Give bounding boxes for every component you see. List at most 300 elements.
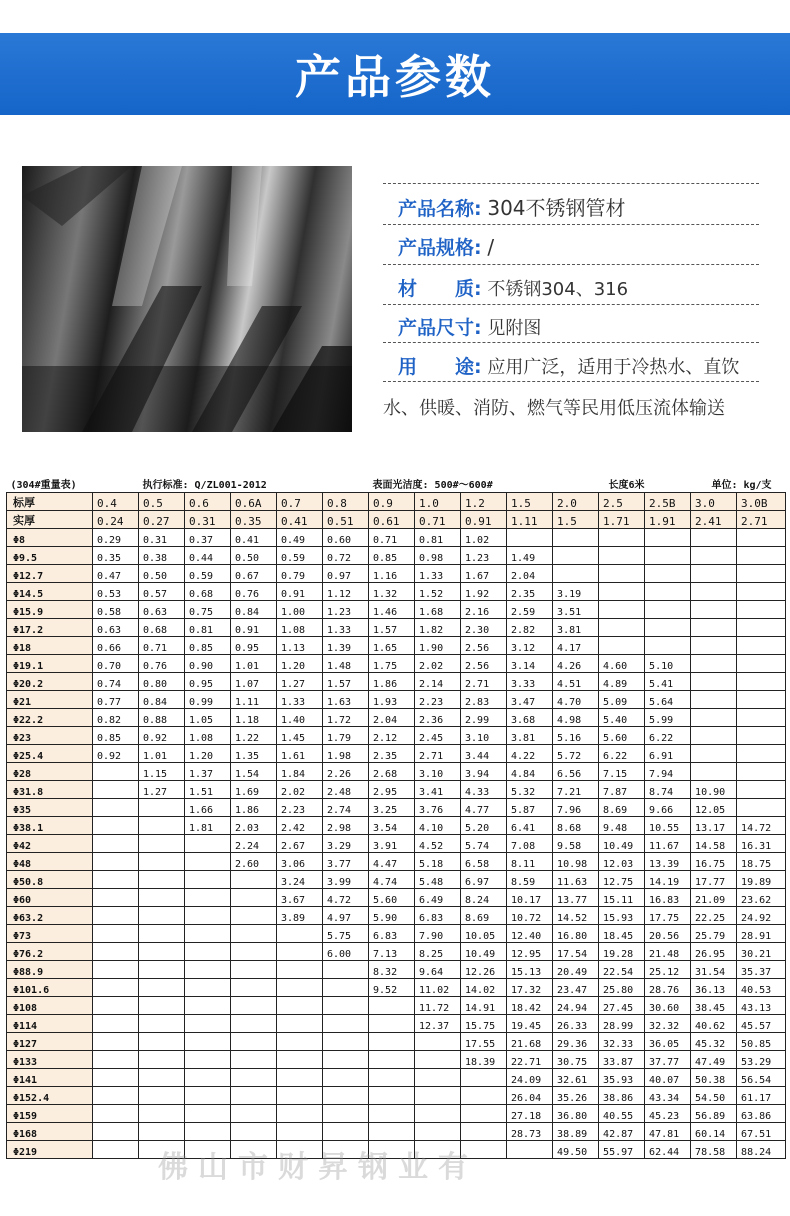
weight-cell	[691, 547, 737, 565]
weight-cell	[553, 565, 599, 583]
weight-cell: 0.63	[139, 601, 185, 619]
weight-cell	[231, 907, 277, 925]
weight-cell	[139, 1033, 185, 1051]
weight-cell: 24.92	[737, 907, 786, 925]
thickness-cell: 0.5	[139, 493, 185, 511]
weight-cell: 1.69	[231, 781, 277, 799]
weight-cell: 5.87	[507, 799, 553, 817]
weight-cell: 8.32	[369, 961, 415, 979]
weight-cell: 2.74	[323, 799, 369, 817]
table-row	[7, 781, 786, 799]
diameter-cell: Φ63.2	[7, 907, 93, 925]
weight-cell: 1.75	[369, 655, 415, 673]
weight-cell: 53.29	[737, 1051, 786, 1069]
weight-cell: 17.54	[553, 943, 599, 961]
weight-cell: 3.51	[553, 601, 599, 619]
weight-cell	[93, 799, 139, 817]
weight-cell	[231, 889, 277, 907]
spec-value: 见附图	[487, 318, 542, 339]
weight-cell	[231, 1069, 277, 1087]
weight-cell: 20.49	[553, 961, 599, 979]
weight-cell: 16.83	[645, 889, 691, 907]
weight-cell: 0.63	[93, 619, 139, 637]
actual-thickness-cell: 0.91	[461, 511, 507, 529]
weight-cell	[185, 1051, 231, 1069]
actual-thickness-row	[7, 511, 786, 529]
weight-cell: 47.81	[645, 1123, 691, 1141]
weight-cell: 0.77	[93, 691, 139, 709]
weight-cell: 1.33	[277, 691, 323, 709]
weight-cell	[645, 637, 691, 655]
weight-cell	[645, 601, 691, 619]
weight-cell	[645, 583, 691, 601]
weight-cell: 24.94	[553, 997, 599, 1015]
weight-cell: 3.81	[507, 727, 553, 745]
weight-cell: 2.35	[369, 745, 415, 763]
weight-cell: 12.75	[599, 871, 645, 889]
weight-cell: 23.62	[737, 889, 786, 907]
thickness-cell: 1.5	[507, 493, 553, 511]
weight-cell	[139, 1123, 185, 1141]
steel-pipes-illustration	[22, 166, 352, 432]
weight-cell: 12.03	[599, 853, 645, 871]
weight-cell: 4.72	[323, 889, 369, 907]
weight-cell: 2.03	[231, 817, 277, 835]
weight-cell: 10.98	[553, 853, 599, 871]
weight-cell: 0.59	[185, 565, 231, 583]
weight-cell	[231, 1015, 277, 1033]
weight-cell: 1.79	[323, 727, 369, 745]
weight-cell	[93, 1051, 139, 1069]
table-row	[7, 655, 786, 673]
weight-cell: 21.48	[645, 943, 691, 961]
weight-cell: 2.48	[323, 781, 369, 799]
weight-cell: 3.67	[277, 889, 323, 907]
weight-cell	[691, 673, 737, 691]
weight-cell: 0.71	[139, 637, 185, 655]
row-label: 标厚	[7, 493, 93, 511]
weight-cell: 2.71	[415, 745, 461, 763]
weight-cell: 6.91	[645, 745, 691, 763]
weight-cell: 27.18	[507, 1105, 553, 1123]
weight-cell	[599, 637, 645, 655]
weight-cell: 2.42	[277, 817, 323, 835]
diameter-cell: Φ17.2	[7, 619, 93, 637]
weight-cell: 3.12	[507, 637, 553, 655]
weight-cell: 6.58	[461, 853, 507, 871]
diameter-cell: Φ31.8	[7, 781, 93, 799]
weight-cell: 42.87	[599, 1123, 645, 1141]
weight-cell	[277, 943, 323, 961]
thickness-cell: 3.0	[691, 493, 737, 511]
weight-cell: 6.83	[369, 925, 415, 943]
weight-cell: 3.81	[553, 619, 599, 637]
weight-cell: 0.90	[185, 655, 231, 673]
weight-cell: 38.89	[553, 1123, 599, 1141]
weight-cell: 4.26	[553, 655, 599, 673]
weight-cell	[691, 691, 737, 709]
weight-cell: 1.86	[231, 799, 277, 817]
weight-cell: 5.64	[645, 691, 691, 709]
weight-cell: 23.47	[553, 979, 599, 997]
weight-cell: 0.74	[93, 673, 139, 691]
weight-cell: 2.24	[231, 835, 277, 853]
weight-cell: 3.33	[507, 673, 553, 691]
weight-cell: 43.34	[645, 1087, 691, 1105]
weight-cell: 0.76	[139, 655, 185, 673]
weight-cell: 28.91	[737, 925, 786, 943]
weight-cell: 4.84	[507, 763, 553, 781]
weight-cell: 28.73	[507, 1123, 553, 1141]
weight-cell	[691, 763, 737, 781]
weight-cell	[277, 1123, 323, 1141]
weight-cell: 18.39	[461, 1051, 507, 1069]
table-row	[7, 583, 786, 601]
weight-cell: 0.85	[369, 547, 415, 565]
weight-cell	[93, 889, 139, 907]
weight-cell	[139, 943, 185, 961]
weight-cell: 37.77	[645, 1051, 691, 1069]
weight-cell: 3.89	[277, 907, 323, 925]
weight-cell: 17.55	[461, 1033, 507, 1051]
weight-cell: 3.06	[277, 853, 323, 871]
weight-cell: 0.82	[93, 709, 139, 727]
weight-cell: 63.86	[737, 1105, 786, 1123]
weight-cell: 1.66	[185, 799, 231, 817]
weight-cell: 1.81	[185, 817, 231, 835]
weight-cell: 5.90	[369, 907, 415, 925]
diameter-cell: Φ141	[7, 1069, 93, 1087]
weight-cell	[231, 871, 277, 889]
weight-cell	[139, 1015, 185, 1033]
weight-cell: 0.95	[231, 637, 277, 655]
spec-value: /	[487, 235, 495, 259]
weight-cell: 1.98	[323, 745, 369, 763]
weight-cell: 8.11	[507, 853, 553, 871]
weight-cell	[369, 1087, 415, 1105]
actual-thickness-cell: 1.11	[507, 511, 553, 529]
spec-key: 产品尺寸:	[398, 317, 482, 339]
weight-cell	[369, 997, 415, 1015]
weight-cell: 3.91	[369, 835, 415, 853]
weight-cell	[93, 1033, 139, 1051]
weight-cell	[415, 1105, 461, 1123]
weight-cell	[737, 637, 786, 655]
weight-cell	[93, 1087, 139, 1105]
diameter-cell: Φ114	[7, 1015, 93, 1033]
weight-cell: 14.19	[645, 871, 691, 889]
weight-cell: 1.01	[139, 745, 185, 763]
weight-cell: 10.90	[691, 781, 737, 799]
weight-cell	[93, 1069, 139, 1087]
weight-cell: 1.52	[415, 583, 461, 601]
weight-cell: 1.48	[323, 655, 369, 673]
table-row	[7, 871, 786, 889]
table-row	[7, 925, 786, 943]
spec-material	[398, 274, 778, 301]
weight-cell: 3.44	[461, 745, 507, 763]
weight-cell: 2.26	[323, 763, 369, 781]
weight-cell	[599, 601, 645, 619]
weight-cell: 1.51	[185, 781, 231, 799]
weight-cell: 2.45	[415, 727, 461, 745]
weight-cell: 67.51	[737, 1123, 786, 1141]
weight-cell: 0.91	[277, 583, 323, 601]
thickness-cell: 0.9	[369, 493, 415, 511]
weight-cell: 3.68	[507, 709, 553, 727]
actual-thickness-cell: 2.71	[737, 511, 786, 529]
weight-cell	[139, 799, 185, 817]
weight-cell: 4.97	[323, 907, 369, 925]
thickness-cell: 0.7	[277, 493, 323, 511]
weight-cell	[139, 835, 185, 853]
weight-cell: 6.56	[553, 763, 599, 781]
weight-cell	[185, 1069, 231, 1087]
weight-cell: 3.99	[323, 871, 369, 889]
diameter-cell: Φ19.1	[7, 655, 93, 673]
weight-cell	[93, 871, 139, 889]
weight-cell: 0.85	[93, 727, 139, 745]
weight-cell: 1.27	[139, 781, 185, 799]
table-title: (304#重量表)	[10, 479, 77, 491]
weight-cell: 35.93	[599, 1069, 645, 1087]
diameter-cell: Φ18	[7, 637, 93, 655]
weight-cell: 12.26	[461, 961, 507, 979]
weight-cell	[323, 1051, 369, 1069]
weight-cell	[691, 601, 737, 619]
weight-cell: 1.22	[231, 727, 277, 745]
weight-cell: 7.94	[645, 763, 691, 781]
weight-cell	[93, 853, 139, 871]
weight-cell	[691, 637, 737, 655]
weight-cell: 0.37	[185, 529, 231, 547]
weight-cell	[139, 889, 185, 907]
diameter-cell: Φ168	[7, 1123, 93, 1141]
weight-cell	[93, 961, 139, 979]
weight-cell: 0.58	[93, 601, 139, 619]
weight-cell: 0.53	[93, 583, 139, 601]
weight-cell: 12.95	[507, 943, 553, 961]
diameter-cell: Φ42	[7, 835, 93, 853]
diameter-cell: Φ12.7	[7, 565, 93, 583]
weight-cell: 6.83	[415, 907, 461, 925]
weight-cell: 3.54	[369, 817, 415, 835]
table-row	[7, 889, 786, 907]
diameter-cell: Φ48	[7, 853, 93, 871]
weight-cell	[93, 907, 139, 925]
weight-cell	[93, 835, 139, 853]
weight-cell	[323, 1069, 369, 1087]
weight-cell: 28.76	[645, 979, 691, 997]
weight-cell: 0.92	[139, 727, 185, 745]
weight-cell: 2.04	[507, 565, 553, 583]
weight-cell	[277, 1033, 323, 1051]
weight-cell: 9.48	[599, 817, 645, 835]
weight-cell: 19.45	[507, 1015, 553, 1033]
table-row	[7, 997, 786, 1015]
weight-cell	[691, 655, 737, 673]
weight-cell	[93, 763, 139, 781]
weight-cell	[185, 943, 231, 961]
divider	[383, 183, 759, 184]
weight-cell: 0.67	[231, 565, 277, 583]
actual-thickness-cell: 0.35	[231, 511, 277, 529]
weight-cell: 36.80	[553, 1105, 599, 1123]
weight-cell: 4.47	[369, 853, 415, 871]
weight-cell: 0.49	[277, 529, 323, 547]
weight-cell	[139, 1051, 185, 1069]
weight-cell	[369, 1051, 415, 1069]
weight-cell	[231, 1087, 277, 1105]
weight-cell: 1.37	[185, 763, 231, 781]
weight-cell: 0.60	[323, 529, 369, 547]
weight-cell: 1.15	[139, 763, 185, 781]
row-label: 实厚	[7, 511, 93, 529]
weight-cell	[277, 997, 323, 1015]
weight-cell: 1.32	[369, 583, 415, 601]
weight-cell	[93, 925, 139, 943]
weight-cell: 2.23	[277, 799, 323, 817]
weight-cell	[507, 1141, 553, 1159]
weight-cell	[323, 961, 369, 979]
weight-cell: 40.62	[691, 1015, 737, 1033]
weight-cell: 0.76	[231, 583, 277, 601]
weight-cell: 0.57	[139, 583, 185, 601]
spec-model	[398, 233, 778, 260]
weight-cell	[461, 1087, 507, 1105]
weight-cell	[139, 907, 185, 925]
weight-cell: 0.95	[185, 673, 231, 691]
weight-cell: 2.98	[323, 817, 369, 835]
weight-cell	[415, 1087, 461, 1105]
diameter-cell: Φ23	[7, 727, 93, 745]
weight-cell	[277, 925, 323, 943]
divider	[383, 304, 759, 305]
weight-cell: 27.45	[599, 997, 645, 1015]
actual-thickness-cell: 0.24	[93, 511, 139, 529]
weight-cell: 7.15	[599, 763, 645, 781]
weight-cell: 5.20	[461, 817, 507, 835]
divider	[383, 264, 759, 265]
weight-cell: 29.36	[553, 1033, 599, 1051]
weight-cell	[415, 1033, 461, 1051]
weight-cell	[139, 997, 185, 1015]
table-row	[7, 637, 786, 655]
weight-cell: 1.00	[277, 601, 323, 619]
table-length: 长度6米	[608, 479, 645, 491]
weight-cell: 22.71	[507, 1051, 553, 1069]
weight-cell	[139, 1069, 185, 1087]
table-row	[7, 1015, 786, 1033]
weight-cell: 1.35	[231, 745, 277, 763]
weight-cell: 1.92	[461, 583, 507, 601]
weight-cell	[93, 1141, 139, 1159]
weight-cell: 1.23	[461, 547, 507, 565]
weight-cell: 7.96	[553, 799, 599, 817]
weight-cell: 40.07	[645, 1069, 691, 1087]
weight-cell: 1.01	[231, 655, 277, 673]
weight-cell: 60.14	[691, 1123, 737, 1141]
weight-cell: 0.85	[185, 637, 231, 655]
weight-cell: 16.80	[553, 925, 599, 943]
weight-cell: 1.67	[461, 565, 507, 583]
weight-cell	[737, 799, 786, 817]
table-standard: 执行标准: Q/ZL001-2012	[142, 479, 267, 491]
weight-cell: 54.50	[691, 1087, 737, 1105]
weight-cell	[231, 943, 277, 961]
diameter-cell: Φ88.9	[7, 961, 93, 979]
weight-cell: 3.14	[507, 655, 553, 673]
weight-cell: 32.32	[645, 1015, 691, 1033]
spec-key: 产品规格:	[398, 237, 482, 259]
weight-cell	[645, 619, 691, 637]
weight-cell	[185, 871, 231, 889]
weight-cell: 4.17	[553, 637, 599, 655]
weight-cell: 40.53	[737, 979, 786, 997]
weight-cell: 31.54	[691, 961, 737, 979]
weight-cell: 0.97	[323, 565, 369, 583]
weight-cell: 2.02	[277, 781, 323, 799]
weight-cell	[93, 781, 139, 799]
weight-cell: 24.09	[507, 1069, 553, 1087]
weight-cell: 40.55	[599, 1105, 645, 1123]
weight-cell	[323, 1015, 369, 1033]
weight-cell: 0.81	[185, 619, 231, 637]
weight-cell: 30.21	[737, 943, 786, 961]
thickness-cell: 2.5B	[645, 493, 691, 511]
weight-cell	[185, 925, 231, 943]
weight-cell: 45.32	[691, 1033, 737, 1051]
weight-cell	[277, 1069, 323, 1087]
weight-cell: 4.77	[461, 799, 507, 817]
weight-cell	[645, 565, 691, 583]
weight-cell	[93, 1015, 139, 1033]
table-row	[7, 979, 786, 997]
weight-cell	[277, 979, 323, 997]
actual-thickness-cell: 0.41	[277, 511, 323, 529]
weight-cell	[737, 583, 786, 601]
weight-cell: 6.41	[507, 817, 553, 835]
actual-thickness-cell: 0.71	[415, 511, 461, 529]
weight-cell: 4.52	[415, 835, 461, 853]
weight-cell: 14.52	[553, 907, 599, 925]
weight-cell: 26.95	[691, 943, 737, 961]
weight-cell	[553, 529, 599, 547]
weight-cell: 0.31	[139, 529, 185, 547]
weight-table-container	[6, 474, 785, 1159]
weight-cell: 17.32	[507, 979, 553, 997]
table-row	[7, 565, 786, 583]
weight-cell	[277, 961, 323, 979]
weight-cell	[231, 961, 277, 979]
weight-cell	[461, 1105, 507, 1123]
weight-cell: 1.45	[277, 727, 323, 745]
actual-thickness-cell: 0.61	[369, 511, 415, 529]
table-row	[7, 673, 786, 691]
weight-cell	[93, 997, 139, 1015]
weight-cell: 5.74	[461, 835, 507, 853]
weight-cell: 7.08	[507, 835, 553, 853]
weight-cell: 25.12	[645, 961, 691, 979]
weight-cell	[185, 889, 231, 907]
diameter-cell: Φ159	[7, 1105, 93, 1123]
weight-cell	[185, 1087, 231, 1105]
weight-cell: 10.55	[645, 817, 691, 835]
weight-cell	[277, 1051, 323, 1069]
weight-cell: 22.54	[599, 961, 645, 979]
weight-cell: 1.33	[415, 565, 461, 583]
weight-cell: 4.98	[553, 709, 599, 727]
